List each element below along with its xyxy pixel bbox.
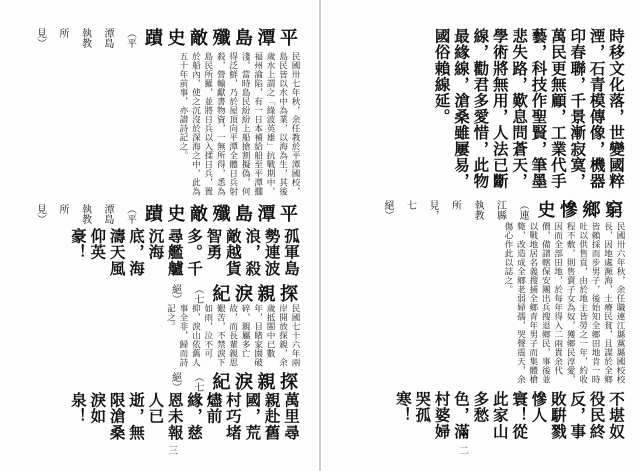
prose-note: 民國卅七年秋，余任教於平潭國校，島民皆以水中為業，以海為生，其後歲水上謂之「綠波英雄」抗戰期中，福州淪陷，有一日本補給船至平潭擱淺，當時島民紛紛上船搶割擬偽，何得泛鮮，乃於屋頂向平潭全體日兵射殺，營輸獻書物資，一無所得，悉為島民所羅，並將日兵以入揉日兵，置於船內，使之沉沒於深海之中，此為五十年前事，亦譜詩記之。 [177, 52, 300, 197]
section-title-note: （七絕） [169, 284, 203, 305]
section-title-note: （連江縣執教所見，七絕） [382, 199, 528, 220]
poem-verse: 孤軍島勢連波浪，殺敵越貨智勇多。千尋艦艫沉海底，海濤天風仰英豪！ [68, 228, 301, 277]
section-title-text: 探親淚紀 [209, 284, 298, 304]
poem-verse: 不堪奴役民終反，事敗騈戮慘人寰！從此家山多愁色，滿村婆婦哭孤寒！ [393, 390, 626, 440]
section-title-note: （平潭島執教所見） [34, 204, 136, 225]
left-page-text [16, 28, 301, 448]
section-title-text: 平潭島殲敵史蹟 [142, 204, 298, 224]
section-title-text: 平潭島殲敵史蹟 [142, 28, 298, 47]
section-title-text: 窮鄉慘史 [534, 199, 623, 219]
section-title [21, 28, 298, 52]
page-number: 三 [168, 446, 178, 457]
right-page [321, 0, 640, 471]
page-number: 二 [459, 446, 469, 457]
prose-note: 民國卅六年秋，余任職連江縣黨縣國校校長，因地處瀕海，土瘠民貧，且謀於全鄉皆賴採而步男子，後始知全鄉田地肯一時吐以供售貢，由於地主皆勞之一年，約收程不敷，則售賣子女為奴，獲鄉民淳愛，因而全部田地，於每年得入二兩貴余代價，備譜轄保安團出兵搜退鄉民，事後並以戰地居名義搜捕全鄉青年男子而集體槍斃，改造成全鄉老弱婦孺，哭聲震天，余傷心作此以誌之。 [502, 221, 625, 384]
prose-note: 民國七十六年兩岸開放探親，余歲抵閩中已數年，目睹家園破碎，親屬多亡故，而長輩親思艱苦，不禁淚下如雨，泣不可抑，淚山依舊人事全非，歸而詩記之。 [165, 304, 300, 368]
section-title [21, 284, 298, 304]
section-title-note: （七絕） [169, 372, 203, 393]
section-title [21, 372, 298, 392]
section-title-note: （平潭島執教所見） [34, 28, 136, 48]
section-title [339, 200, 623, 222]
section-title [21, 204, 298, 228]
section-title-text: 探親淚紀 [209, 372, 298, 392]
poem-verse: 時移文化落，世變國粹湮，石青模傳像，機器印春聯，千景漸寂寞，萬民更無顧，工業代手藝，科技作聖賢，筆墨悲失路，歎息問蒼天，學術將無用，人法已斷線，勸君多愛惜，此物最緣線，滄桑雖屢易，國俗賴線延。 [432, 28, 626, 189]
poem-verse: 萬里尋親赴舊國，荒村巧堵燼前緣，慈恩未報人已逝，無限滄桑淚如泉！ [68, 392, 301, 441]
left-page [0, 0, 319, 471]
right-page-text [334, 28, 626, 448]
